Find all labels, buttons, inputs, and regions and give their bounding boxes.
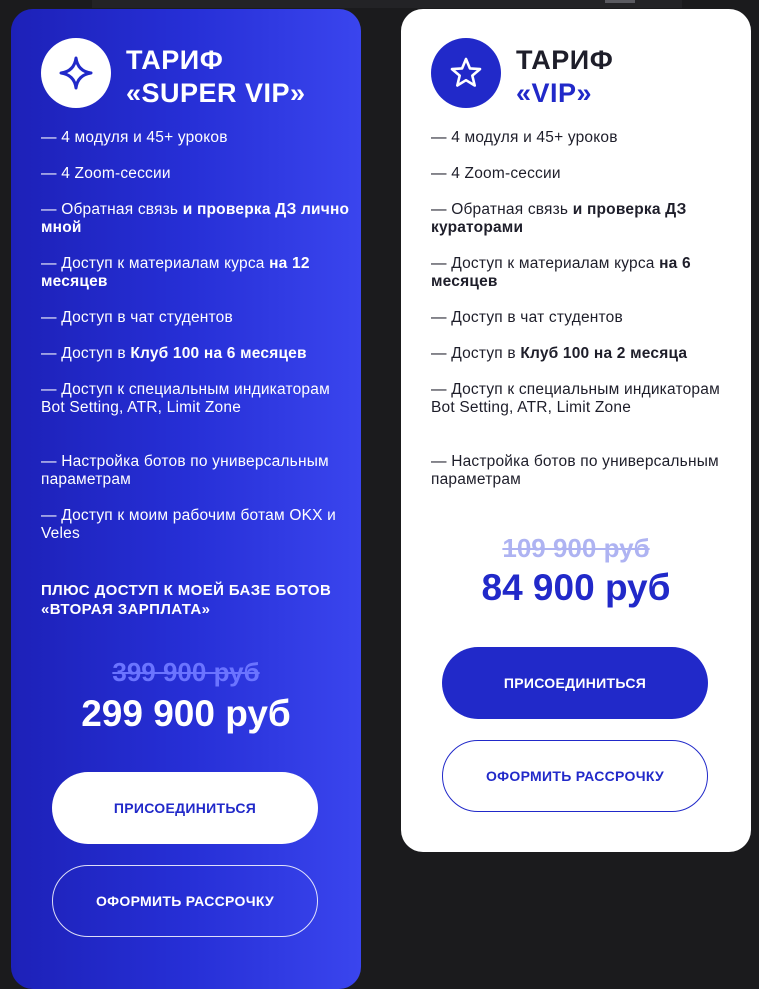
plan-card-super-vip xyxy=(11,9,361,989)
feature-text: — Настройка ботов по универсальным параметрам xyxy=(431,453,719,488)
feature-text: — Обратная связь xyxy=(41,201,183,218)
installment-button[interactable]: ОФОРМИТЬ РАССРОЧКУ xyxy=(442,740,708,812)
feature-text: — 4 Zoom-сессии xyxy=(41,165,171,182)
feature-bold-text: и проверка ДЗ кураторами xyxy=(431,201,687,236)
feature-item xyxy=(41,309,351,327)
feature-item xyxy=(431,453,741,489)
feature-item xyxy=(41,165,351,183)
new-price: 84 900 руб xyxy=(481,567,671,608)
feature-item xyxy=(431,165,741,183)
sparkle-icon xyxy=(41,38,111,108)
feature-item xyxy=(431,201,741,237)
plan-title-line2: «SUPER VIP» xyxy=(126,78,306,108)
old-price: 399 900 руб xyxy=(112,657,260,687)
feature-text: — Доступ в чат студентов xyxy=(41,309,233,326)
join-button[interactable]: ПРИСОЕДИНИТЬСЯ xyxy=(52,772,318,844)
plan-title-line1: ТАРИФ xyxy=(126,45,224,75)
feature-text: — Доступ в xyxy=(41,345,131,362)
feature-item xyxy=(431,255,741,291)
old-price: 109 900 руб xyxy=(502,533,650,563)
feature-text: — Доступ к специальным индикаторам Bot Setting, ATR, Limit Zone xyxy=(431,381,720,416)
feature-bold-text: на 6 месяцев xyxy=(431,255,691,290)
plan-title-line1: ТАРИФ xyxy=(516,45,614,75)
feature-bold-text: Клуб 100 на 2 месяца xyxy=(520,345,688,362)
feature-text: — Доступ в xyxy=(431,345,521,362)
feature-item xyxy=(41,201,351,237)
feature-item xyxy=(431,309,741,327)
feature-item xyxy=(41,453,351,489)
feature-item xyxy=(431,345,741,363)
bonus-text: ПЛЮС ДОСТУП К МОЕЙ БАЗЕ БОТОВ «ВТОРАЯ ЗАРПЛАТА» xyxy=(41,582,332,618)
installment-button[interactable]: ОФОРМИТЬ РАССРОЧКУ xyxy=(52,865,318,937)
feature-text: — 4 модуля и 45+ уроков xyxy=(41,129,228,146)
join-button[interactable]: ПРИСОЕДИНИТЬСЯ xyxy=(442,647,708,719)
feature-text: — Доступ к материалам курса xyxy=(431,255,660,272)
star-icon xyxy=(431,38,501,108)
feature-text: — Доступ к материалам курса xyxy=(41,255,270,272)
plan-card-vip xyxy=(401,9,751,852)
feature-item xyxy=(431,381,741,417)
feature-text: — Доступ в чат студентов xyxy=(431,309,623,326)
plan-title xyxy=(516,44,613,110)
feature-text: — Настройка ботов по универсальным параметрам xyxy=(41,453,329,488)
feature-text: — Обратная связь xyxy=(431,201,573,218)
feature-text: — Доступ к специальным индикаторам Bot Setting, ATR, Limit Zone xyxy=(41,381,330,416)
feature-item xyxy=(41,507,351,543)
plan-title xyxy=(126,44,306,110)
feature-item xyxy=(41,345,351,363)
feature-text: — 4 модуля и 45+ уроков xyxy=(431,129,618,146)
plan-title-line2: «VIP» xyxy=(516,78,593,108)
new-price: 299 900 руб xyxy=(81,693,291,734)
feature-text: — Доступ к моим рабочим ботам OKX и Veles xyxy=(41,507,337,542)
top-bar xyxy=(92,0,682,8)
top-bar-indicator xyxy=(605,0,635,3)
feature-bold-text: Клуб 100 на 6 месяцев xyxy=(130,345,307,362)
feature-text: — 4 Zoom-сессии xyxy=(431,165,561,182)
feature-bold-text: и проверка ДЗ лично мной xyxy=(41,201,350,236)
feature-item xyxy=(41,129,351,147)
feature-item xyxy=(41,255,351,291)
feature-item xyxy=(41,381,351,417)
feature-bold-text: на 12 месяцев xyxy=(41,255,310,290)
feature-item xyxy=(431,129,741,147)
